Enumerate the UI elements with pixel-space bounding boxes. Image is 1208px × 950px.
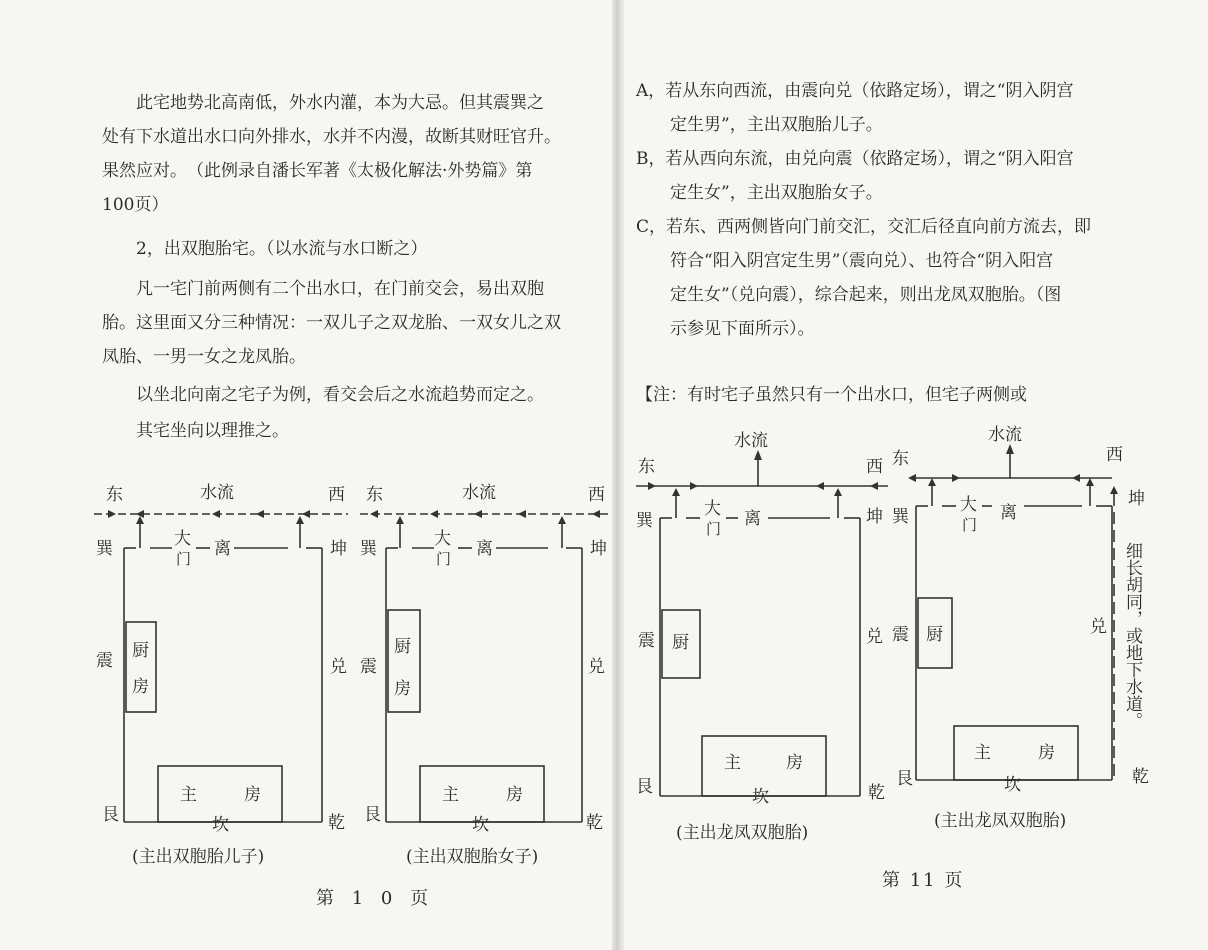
trigram-zhen: 震: [360, 657, 377, 677]
diagram-caption: (主出龙凤双胞胎): [676, 823, 809, 843]
text-line: 定生女”，主出双胞胎女子。: [636, 183, 883, 203]
main-room-label: 房: [244, 785, 261, 805]
text-line: 定生女”（兑向震），综合起来，则出龙凤双胞胎。（图: [636, 285, 1062, 305]
trigram-qian: 乾: [328, 813, 345, 833]
text-line: B，若从西向东流，由兑向震（依路定场），谓之“阴入阳宫: [636, 149, 1074, 169]
trigram-dui: 兑: [588, 657, 605, 677]
text-line: 处有下水道出水口向外排水，水并不内漫，故断其财旺官升。: [102, 127, 561, 147]
gate-label: 大: [174, 529, 191, 549]
water-flow-label: 水流: [462, 483, 496, 503]
page-number: 第 11 页: [882, 870, 965, 891]
list-item-a: [636, 74, 1073, 142]
feng-shui-diagram: [356, 474, 618, 878]
direction-east: 东: [638, 457, 655, 477]
trigram-li: 离: [476, 539, 493, 559]
trigram-dui: 兑: [330, 657, 347, 677]
text-line: 定生男”，主出双胞胎儿子。: [636, 115, 883, 135]
paragraph: [102, 414, 289, 448]
text-line: 果然应对。 （此例录自潘长军著《太极化解法·外势篇》第: [102, 161, 533, 181]
main-room-label: 主: [974, 743, 991, 763]
note-line: [636, 378, 1027, 412]
gate-label: 大: [434, 529, 451, 549]
water-flow-label: 水流: [988, 425, 1022, 445]
diagram-caption: (主出龙凤双胞胎): [934, 811, 1067, 831]
list-item-c: [636, 210, 1091, 346]
trigram-li: 离: [214, 539, 231, 559]
section-heading: [102, 232, 427, 266]
trigram-xun: 巽: [636, 511, 653, 531]
paragraph: [102, 272, 561, 374]
paragraph: [102, 378, 544, 412]
text-line: 凤胎、一男一女之龙凤胎。: [102, 347, 306, 367]
trigram-li: 离: [744, 509, 761, 529]
trigram-gen: 艮: [636, 777, 653, 797]
trigram-kan: 坎: [1004, 775, 1021, 795]
direction-west: 西: [588, 485, 605, 505]
feng-shui-diagram: [92, 474, 362, 878]
trigram-zhen: 震: [638, 631, 655, 651]
trigram-kan: 坎: [472, 815, 489, 835]
text-line: 100页）: [102, 195, 169, 215]
direction-east: 东: [366, 485, 383, 505]
text-line: 2，出双胞胎宅。（以水流与水口断之）: [102, 239, 428, 259]
direction-east: 东: [892, 449, 909, 469]
text-line: C，若东、西两侧皆向门前交汇，交汇后径直向前方流去，即: [636, 217, 1092, 237]
text-line: 此宅地势北高南低，外水内灌，本为大忌。但其震巽之: [102, 93, 544, 113]
kitchen-label: 房: [394, 679, 411, 699]
direction-west: 西: [1106, 445, 1123, 465]
trigram-xun: 巽: [96, 539, 113, 559]
direction-east: 东: [106, 485, 123, 505]
text-line: 符合“阳入阴宫定生男”（震向兑）、也符合“阴入阳宫: [636, 251, 1054, 271]
main-room-label: 房: [786, 753, 803, 773]
trigram-xun: 巽: [892, 507, 909, 527]
kitchen-label: 房: [132, 677, 149, 697]
page-number: 第 1 0 页: [316, 888, 435, 909]
trigram-xun: 巽: [360, 539, 377, 559]
main-room-label: 房: [1038, 743, 1055, 763]
trigram-kun: 坤: [330, 539, 347, 559]
trigram-kan: 坎: [212, 815, 229, 835]
trigram-dui: 兑: [1090, 617, 1107, 637]
gate-label: 大: [704, 499, 721, 519]
text-line: 其宅坐向以理推之。: [102, 421, 289, 441]
trigram-gen: 艮: [896, 769, 913, 789]
gate-label: 门: [706, 520, 722, 538]
feng-shui-diagram: [886, 418, 1162, 838]
diagram-caption: (主出双胞胎儿子): [132, 847, 265, 867]
text-line: 【注：有时宅子虽然只有一个出水口，但宅子两侧或: [636, 385, 1027, 405]
trigram-dui: 兑: [866, 627, 883, 647]
direction-west: 西: [866, 457, 883, 477]
gate-label: 门: [436, 550, 452, 568]
trigram-zhen: 震: [892, 625, 909, 645]
list-item-b: [636, 142, 1074, 210]
trigram-qian: 乾: [586, 813, 603, 833]
alley-side-note: 细长胡同，或地下水道。: [1122, 542, 1142, 729]
water-flow-label: 水流: [734, 431, 768, 451]
gate-label: 门: [962, 516, 978, 534]
trigram-kan: 坎: [752, 787, 769, 807]
trigram-gen: 艮: [364, 805, 381, 825]
text-line: 凡一宅门前两侧有二个出水口，在门前交会，易出双胞: [102, 279, 544, 299]
kitchen-label: 厨: [132, 641, 149, 661]
kitchen-label: 厨: [394, 637, 411, 657]
trigram-li: 离: [1000, 503, 1017, 523]
text-line: 示参见下面所示）。: [636, 319, 815, 339]
trigram-qian: 乾: [868, 783, 885, 803]
trigram-gen: 艮: [102, 805, 119, 825]
gate-label: 门: [176, 550, 192, 568]
trigram-kun: 坤: [590, 539, 607, 559]
main-room-label: 主: [180, 785, 197, 805]
text-line: 胎。这里面又分三种情况：一双儿子之双龙胎、一双女儿之双: [102, 313, 561, 333]
kitchen-label: 厨: [672, 633, 689, 653]
direction-west: 西: [328, 485, 345, 505]
text-line: A，若从东向西流，由震向兑（依路定场），谓之“阴入阴宫: [636, 81, 1074, 101]
water-flow-label: 水流: [200, 483, 234, 503]
paragraph: [102, 86, 561, 222]
main-room-label: 主: [724, 753, 741, 773]
trigram-kun: 坤: [866, 507, 883, 527]
diagram-caption: (主出双胞胎女子): [406, 847, 539, 867]
trigram-zhen: 震: [96, 651, 113, 671]
trigram-kun: 坤: [1128, 489, 1145, 509]
main-room-label: 房: [506, 785, 523, 805]
main-room-label: 主: [442, 785, 459, 805]
trigram-qian: 乾: [1132, 767, 1149, 787]
text-line: 以坐北向南之宅子为例，看交会后之水流趋势而定之。: [102, 385, 544, 405]
gate-label: 大: [960, 495, 977, 515]
feng-shui-diagram: [634, 426, 892, 846]
kitchen-label: 厨: [926, 625, 943, 645]
